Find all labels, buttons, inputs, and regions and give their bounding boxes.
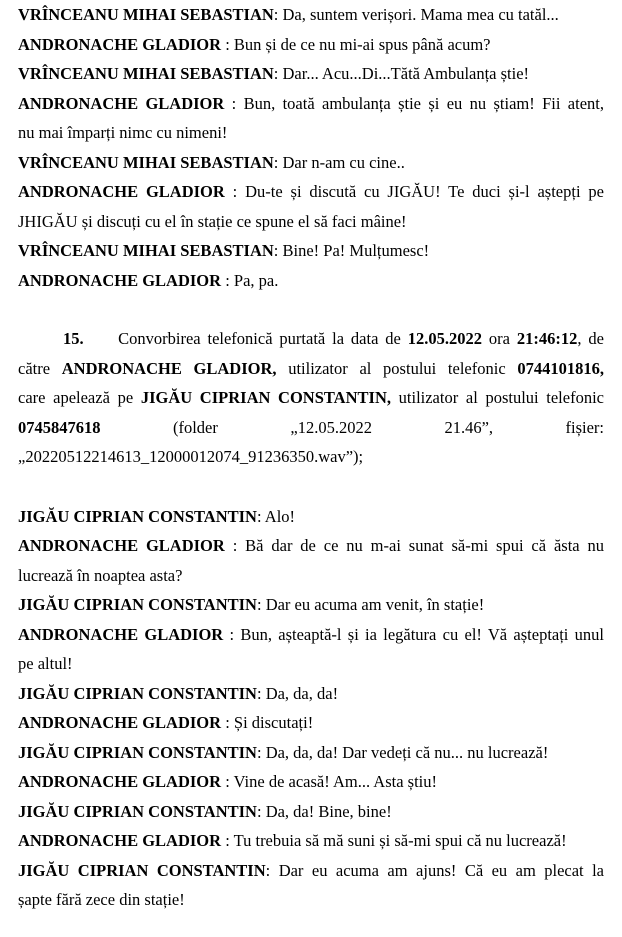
section-number: 15.: [63, 329, 84, 348]
utterance: Bine! Pa! Mulțumesc!: [282, 241, 430, 260]
speaker-name: JIGĂU CIPRIAN CONSTANTIN: [18, 683, 257, 703]
utterance: Bun și de ce nu mi-ai spus până acum?: [233, 34, 491, 54]
dialogue-continuation: șapte fără zece din stație!: [18, 890, 185, 909]
speaker-name: ANDRONACHE GLADIOR: [18, 34, 222, 54]
utterance: Dar... Acu...Di...Tătă Ambulanța știe!: [282, 64, 530, 83]
dialogue-line: JIGĂU CIPRIAN CONSTANTIN: Dar eu acuma am ajuns! Că eu am plecat la: [18, 860, 605, 880]
utterance: Bun, toată ambulanța știe și eu nu știam! Fii atent,: [243, 93, 604, 113]
utterance: Dar eu acuma am venit, în stație!: [265, 595, 485, 614]
dialogue-block-1: [18, 0, 604, 295]
utterance: Alo!: [264, 506, 296, 526]
dialogue-line: JIGĂU CIPRIAN CONSTANTIN: Da, da, da!: [18, 683, 339, 703]
speaker-name: VRÎNCEANU MIHAI SEBASTIAN: [18, 241, 274, 260]
section-15: [18, 324, 604, 472]
dialogue-line: ANDRONACHE GLADIOR : Du-te și discută cu JIGĂU! Te duci și-l aștepți pe: [18, 182, 604, 201]
speaker-name: ANDRONACHE GLADIOR: [18, 93, 225, 113]
utterance: Vine de acasă! Am... Asta știu!: [233, 772, 437, 791]
speaker-name: JIGĂU CIPRIAN CONSTANTIN: [18, 742, 257, 762]
utterance: Da, da, da!: [265, 683, 339, 703]
dialogue-line: ANDRONACHE GLADIOR : Bă dar de ce nu m-ai sunat să-mi spui că ăsta nu: [18, 536, 604, 555]
dialogue-line: ANDRONACHE GLADIOR : Pa, pa.: [18, 270, 279, 290]
dialogue-block-2: [18, 502, 604, 915]
dialogue-line: VRÎNCEANU MIHAI SEBASTIAN: Dar n-am cu cine..: [18, 152, 405, 172]
speaker-name: ANDRONACHE GLADIOR: [18, 270, 222, 290]
dialogue-line: ANDRONACHE GLADIOR : Bun și de ce nu mi-ai spus până acum?: [18, 34, 491, 54]
speaker-name: ANDRONACHE GLADIOR: [18, 713, 222, 732]
speaker-name: ANDRONACHE GLADIOR: [18, 182, 225, 201]
dialogue-line: ANDRONACHE GLADIOR : Bun, așteaptă-l și ia legătura cu el! Vă așteptați unul: [18, 624, 605, 644]
dialogue-continuation: pe altul!: [18, 654, 73, 673]
caller-name: ANDRONACHE GLADIOR,: [61, 358, 277, 378]
speaker-name: ANDRONACHE GLADIOR: [18, 831, 222, 850]
spacer: [18, 295, 604, 324]
dialogue-line: ANDRONACHE GLADIOR : Vine de acasă! Am... Asta știu!: [18, 772, 437, 791]
call-time: 21:46:12: [516, 329, 578, 348]
speaker-name: VRÎNCEANU MIHAI SEBASTIAN: [18, 5, 274, 24]
utterance: Bă dar de ce nu m-ai sunat să-mi spui că ăsta nu: [245, 536, 604, 555]
utterance: Bun, așteaptă-l și ia legătura cu el! Vă așteptați unul: [240, 624, 605, 644]
utterance: Da, da! Bine, bine!: [265, 801, 392, 821]
dialogue-line: VRÎNCEANU MIHAI SEBASTIAN: Da, suntem verișori. Mama mea cu tatăl...: [18, 5, 559, 24]
dialogue-continuation: JHIGĂU și discuți cu el în stație ce spune el să faci mâine!: [18, 211, 407, 231]
section-line: 0745847618 (folder „12.05.2022 21.46”, fișier:: [18, 417, 604, 437]
dialogue-line: VRÎNCEANU MIHAI SEBASTIAN: Bine! Pa! Mulțumesc!: [18, 241, 430, 260]
callee-phone: 0745847618: [18, 417, 101, 437]
dialogue-line: JIGĂU CIPRIAN CONSTANTIN: Alo!: [18, 506, 296, 526]
call-date: 12.05.2022: [407, 329, 483, 348]
dialogue-line: ANDRONACHE GLADIOR : Și discutați!: [18, 713, 314, 732]
utterance: Pa, pa.: [233, 270, 279, 290]
utterance: Da, da, da! Dar vedeți că nu... nu lucrează!: [265, 742, 549, 762]
file-name: „20220512214613_12000012074_91236350.wav”);: [18, 447, 364, 466]
speaker-name: VRÎNCEANU MIHAI SEBASTIAN: [18, 64, 274, 83]
callee-name: JIGĂU CIPRIAN CONSTANTIN,: [140, 388, 391, 407]
section-line: 15. Convorbirea telefonică purtată la data de 12.05.2022 ora 21:46:12, de: [63, 329, 605, 348]
speaker-name: JIGĂU CIPRIAN CONSTANTIN: [18, 506, 257, 526]
utterance: Dar eu acuma am ajuns! Că eu am plecat la: [278, 860, 605, 880]
speaker-name: JIGĂU CIPRIAN CONSTANTIN: [18, 595, 257, 614]
dialogue-continuation: lucrează în noaptea asta?: [18, 565, 183, 585]
utterance: Tu trebuia să mă suni și să-mi spui că nu lucrează!: [233, 831, 567, 850]
dialogue-line: VRÎNCEANU MIHAI SEBASTIAN: Dar... Acu...Di...Tătă Ambulanța știe!: [18, 64, 530, 83]
dialogue-line: JIGĂU CIPRIAN CONSTANTIN: Da, da! Bine, bine!: [18, 801, 392, 821]
speaker-name: VRÎNCEANU MIHAI SEBASTIAN: [18, 152, 274, 172]
speaker-name: JIGĂU CIPRIAN CONSTANTIN: [18, 860, 266, 880]
utterance: Du-te și discută cu JIGĂU! Te duci și-l aștepți pe: [245, 182, 604, 201]
utterance: Dar n-am cu cine..: [282, 152, 405, 172]
section-line: care apelează pe JIGĂU CIPRIAN CONSTANTIN, utilizator al postului telefonic: [18, 388, 604, 407]
section-line: către ANDRONACHE GLADIOR, utilizator al postului telefonic 0744101816,: [18, 358, 604, 378]
caller-phone: 0744101816,: [517, 358, 604, 378]
spacer: [18, 472, 604, 502]
dialogue-continuation: nu mai împarți nimc cu nimeni!: [18, 123, 228, 142]
speaker-name: ANDRONACHE GLADIOR: [18, 624, 224, 644]
utterance: Da, suntem verișori. Mama mea cu tatăl...: [282, 5, 559, 24]
dialogue-line: JIGĂU CIPRIAN CONSTANTIN: Da, da, da! Dar vedeți că nu... nu lucrează!: [18, 742, 549, 762]
dialogue-line: ANDRONACHE GLADIOR : Tu trebuia să mă suni și să-mi spui că nu lucrează!: [18, 831, 567, 850]
speaker-name: JIGĂU CIPRIAN CONSTANTIN: [18, 801, 257, 821]
speaker-name: ANDRONACHE GLADIOR: [18, 536, 225, 555]
dialogue-line: JIGĂU CIPRIAN CONSTANTIN: Dar eu acuma am venit, în stație!: [18, 595, 485, 614]
speaker-name: ANDRONACHE GLADIOR: [18, 772, 222, 791]
utterance: Și discutați!: [233, 713, 314, 732]
dialogue-line: ANDRONACHE GLADIOR : Bun, toată ambulanța știe și eu nu știam! Fii atent,: [18, 93, 604, 113]
